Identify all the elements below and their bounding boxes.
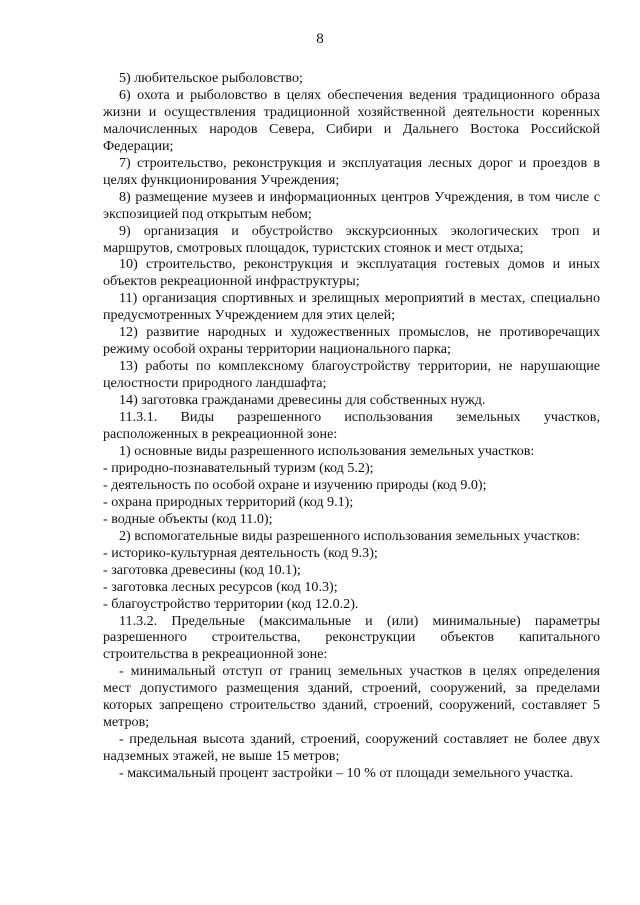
paragraph-item-12: 12) развитие народных и художественных промыслов, не противоречащих режиму особой охраны территории национального парка; (103, 324, 600, 358)
paragraph-item-14: 14) заготовка гражданами древесины для собственных нужд. (119, 392, 486, 409)
parameter-item: - минимальный отступ от границ земельных участков в целях определения мест допустимого размещения зданий, строений, сооружений, за пределами которых запрещено строительство зданий, строений, сооружений, составляет 5 метров; (103, 663, 600, 731)
paragraph-item-9: 9) организация и обустройство экскурсионных экологических троп и маршрутов, смотровых площадок, туристских стоянок и мест отдыха; (103, 222, 600, 256)
auxiliary-uses-heading: 2) вспомогательные виды разрешенного использования земельных участков: (119, 527, 581, 544)
list-item: - благоустройство территории (код 12.0.2). (103, 595, 359, 612)
paragraph-item-5: 5) любительское рыболовство; (119, 70, 303, 86)
section-11-3-2-heading: 11.3.2. Предельные (максимальные и (или) минимальные) параметры разрешенного строительства, реконструкции объектов капитального строительства в рекреационной зоне: (103, 612, 600, 663)
paragraph-item-13: 13) работы по комплексному благоустройству территории, не нарушающие целостности природного ландшафта; (103, 358, 600, 392)
list-item: - природно-познавательный туризм (код 5.2); (103, 459, 374, 476)
paragraph-item-7: 7) строительство, реконструкция и эксплуатация лесных дорог и проездов в целях функционирования Учреждения; (103, 154, 600, 188)
paragraph-item-6: 6) охота и рыболовство в целях обеспечения ведения традиционного образа жизни и осуществления традиционной хозяйственной деятельности коренных малочисленных народов Севера, Сибири и Дальнего Востока Российской Федерации; (103, 86, 600, 154)
main-uses-heading: 1) основные виды разрешенного использования земельных участков: (119, 442, 535, 459)
list-item: - деятельность по особой охране и изучению природы (код 9.0); (103, 476, 487, 493)
section-11-3-1-heading: 11.3.1. Виды разрешенного использования земельных участков, расположенных в рекреационной зоне: (103, 409, 600, 443)
paragraph-item-11: 11) организация спортивных и зрелищных мероприятий в местах, специально предусмотренных Учреждением для этих целей; (103, 290, 600, 324)
paragraph-item-8: 8) размещение музеев и информационных центров Учреждения, в том числе с экспозицией под открытым небом; (103, 188, 600, 222)
list-item: - заготовка древесины (код 10.1); (103, 561, 301, 578)
list-item: - историко-культурная деятельность (код 9.3); (103, 544, 378, 561)
parameter-item: - максимальный процент застройки – 10 % от площади земельного участка. (119, 765, 574, 782)
list-item: - охрана природных территорий (код 9.1); (103, 493, 354, 510)
list-item: - водные объекты (код 11.0); (103, 510, 273, 527)
document-body (103, 70, 600, 782)
parameter-item: - предельная высота зданий, строений, сооружений составляет не более двух надземных этажей, не выше 15 метров; (103, 731, 600, 765)
page-number: 8 (316, 31, 324, 47)
paragraph-item-10: 10) строительство, реконструкция и эксплуатация гостевых домов и иных объектов рекреационной инфраструктуры; (103, 256, 600, 290)
list-item: - заготовка лесных ресурсов (код 10.3); (103, 578, 338, 595)
